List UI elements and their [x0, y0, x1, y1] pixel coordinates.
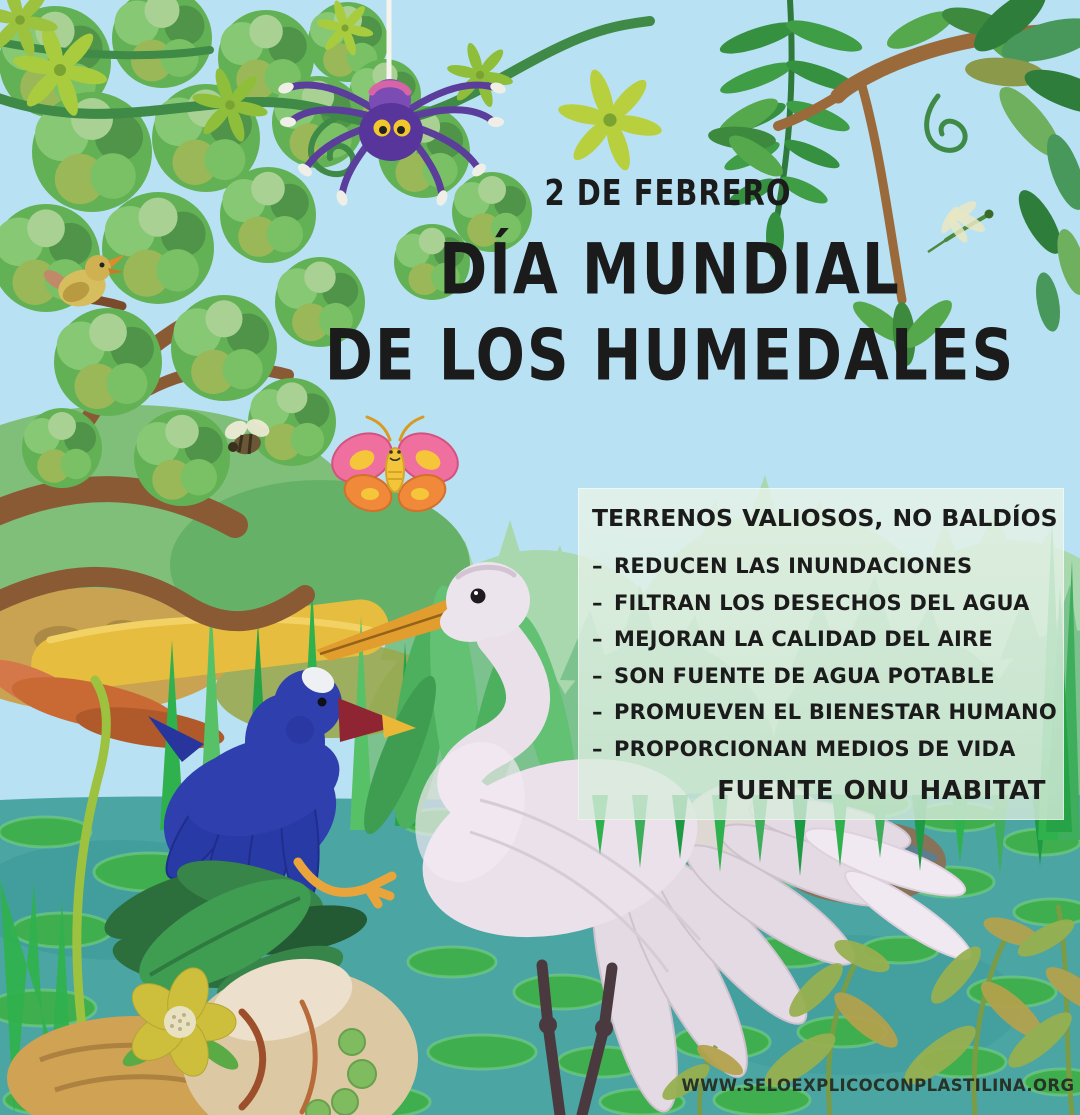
source-credit: FUENTE ONU HABITAT	[717, 775, 1046, 806]
list-item: – REDUCEN LAS INUNDACIONES	[592, 554, 973, 578]
info-box	[578, 488, 1064, 820]
title-line-1: DÍA MUNDIAL	[439, 227, 901, 311]
list-item: – SON FUENTE DE AGUA POTABLE	[592, 663, 995, 688]
title-line-2: DE LOS HUMEDALES	[324, 313, 1016, 397]
date-label: 2 DE FEBRERO	[544, 172, 792, 214]
list-item: – PROMUEVEN EL BIENESTAR HUMANO	[592, 700, 1057, 725]
info-box-heading: TERRENOS VALIOSOS, NO BALDÍOS	[592, 504, 1058, 532]
benefit-list	[592, 548, 1057, 768]
list-item: – PROPORCIONAN MEDIOS DE VIDA	[592, 736, 1016, 761]
website-url: WWW.SELOEXPLICOCONPLASTILINA.ORG	[681, 1076, 1075, 1095]
list-item: – FILTRAN LOS DESECHOS DEL AGUA	[592, 590, 1030, 615]
list-item: – MEJORAN LA CALIDAD DEL AIRE	[592, 627, 993, 652]
page-title	[160, 226, 1080, 398]
